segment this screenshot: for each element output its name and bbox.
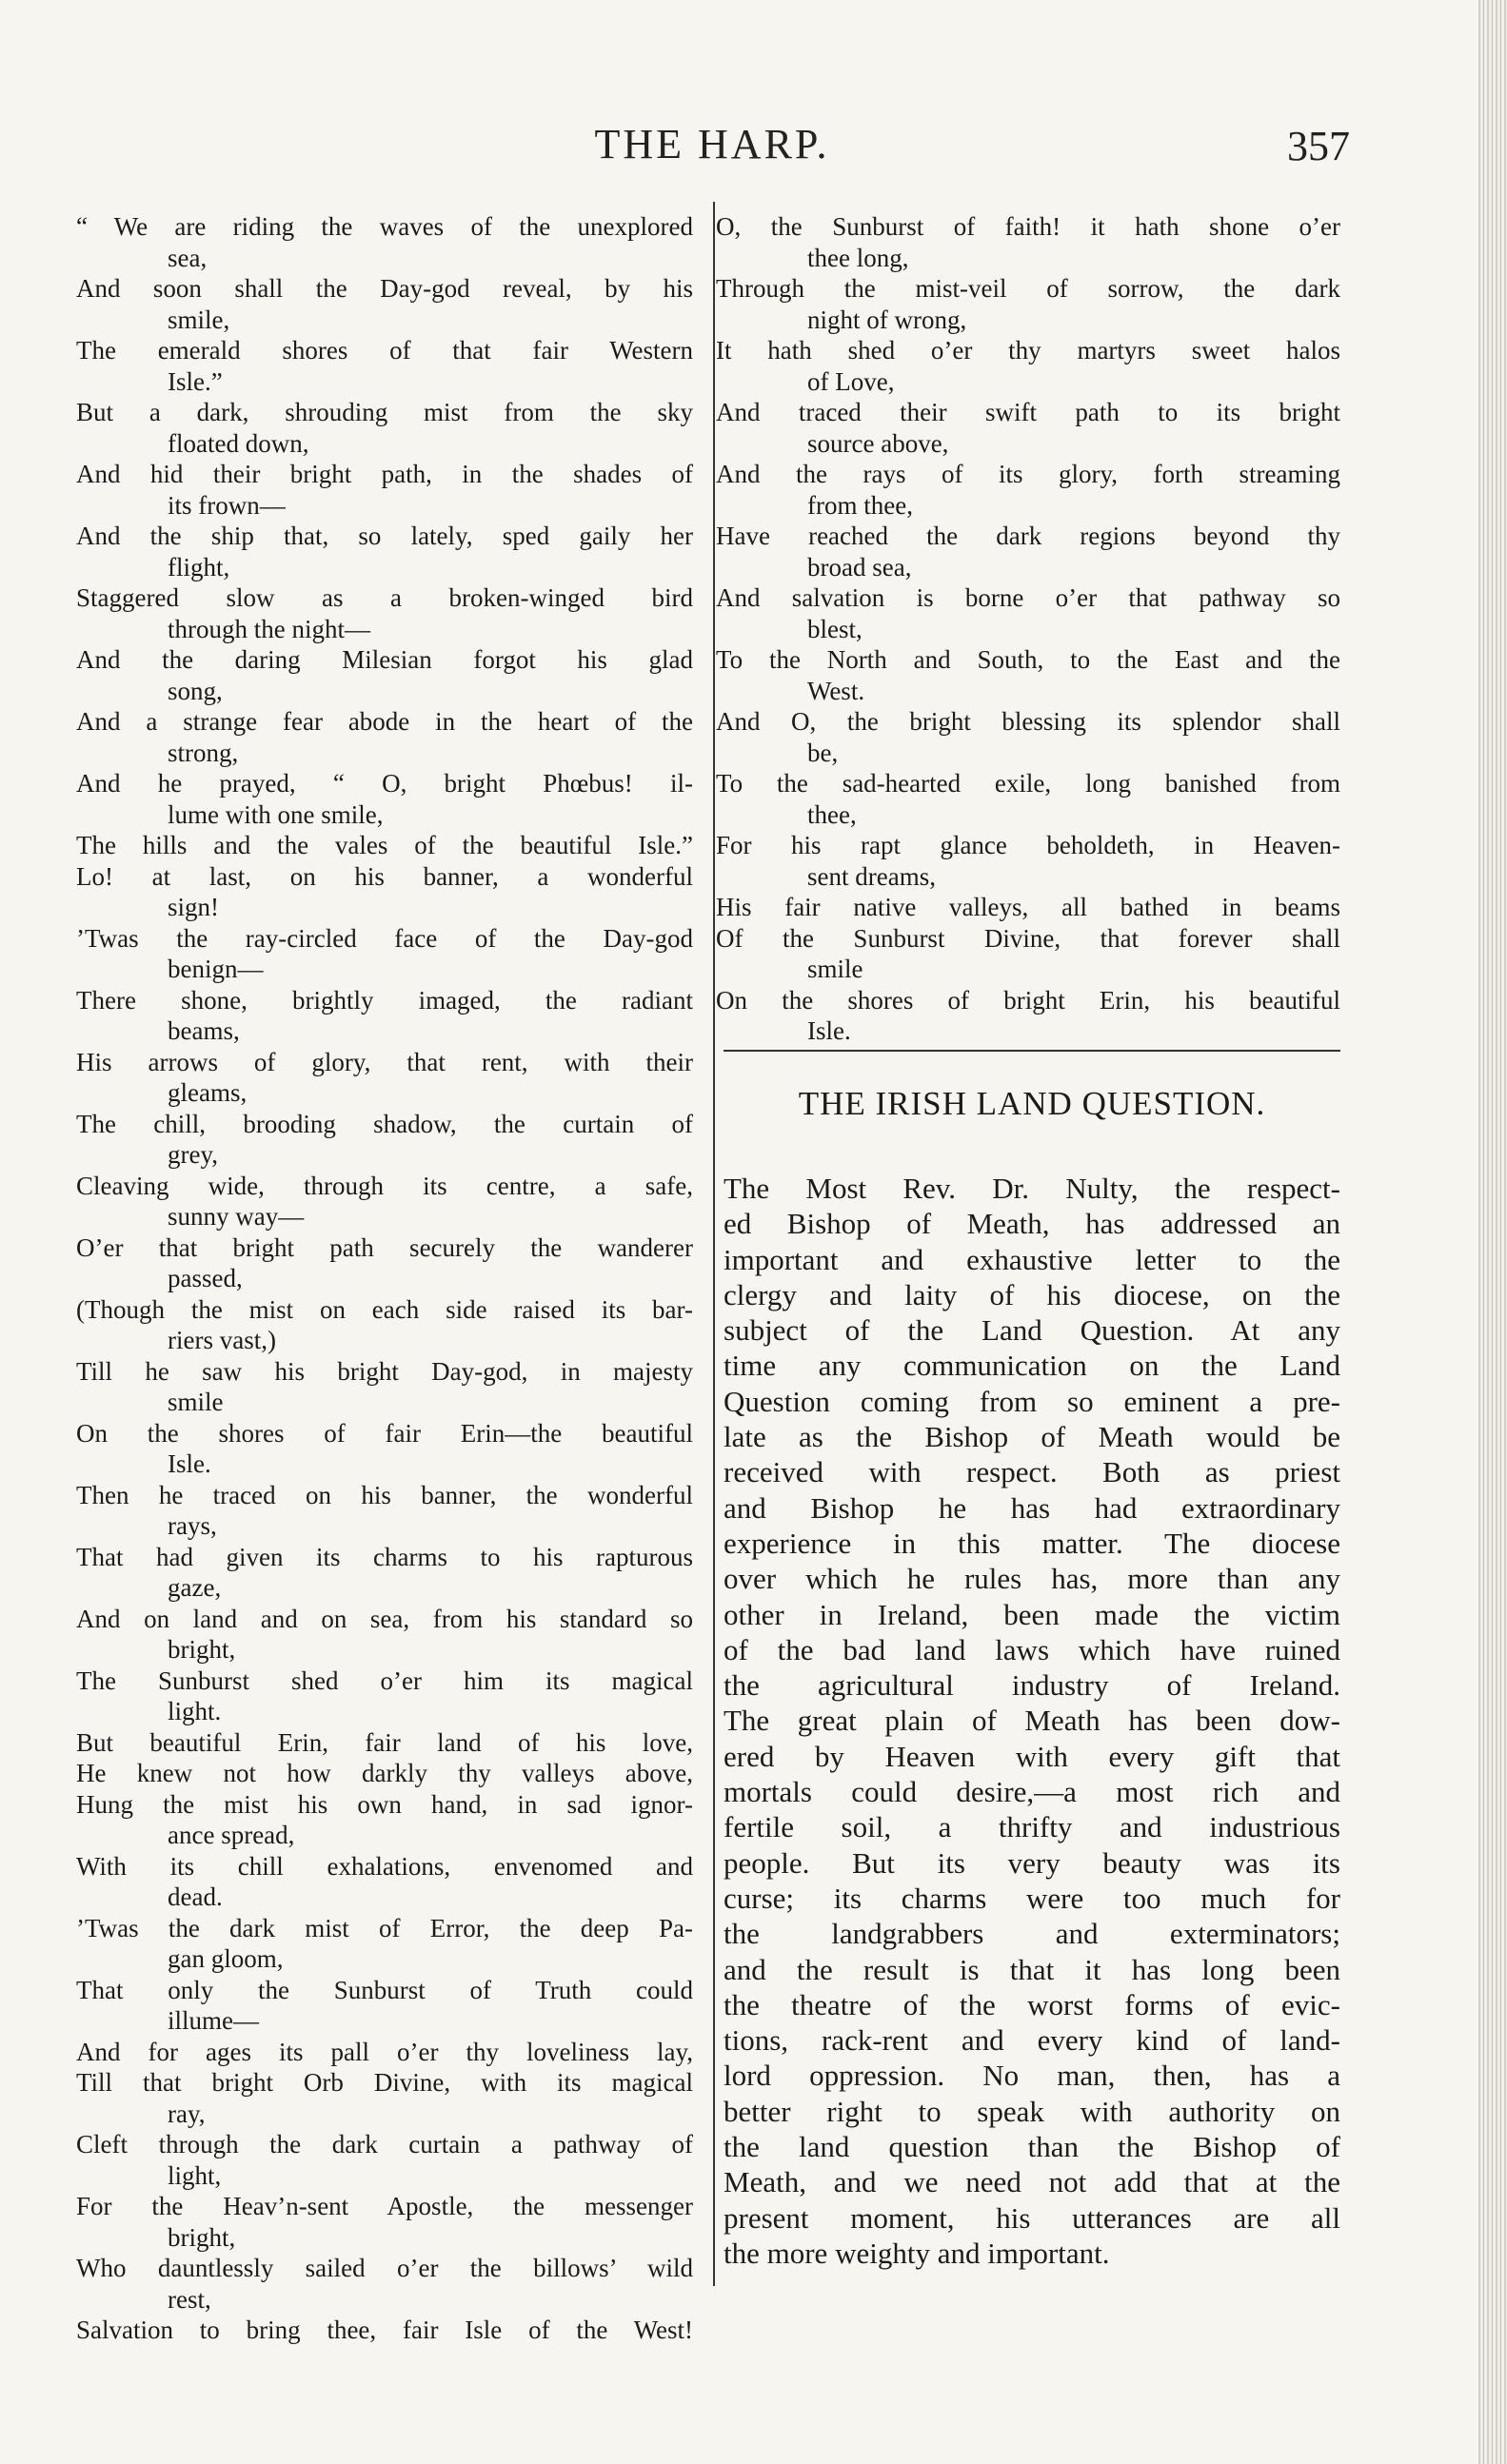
- poem-line: On the shores of bright Erin, his beautiful: [716, 985, 1340, 1015]
- poem-line: It hath shed o’er thy martyrs sweet halos: [716, 336, 1340, 365]
- poem-line: And a strange fear abode in the heart of the: [76, 707, 693, 736]
- poem-line: The emerald shores of that fair Western: [76, 336, 693, 365]
- article-line: ered by Heaven with every gift that: [724, 1739, 1340, 1773]
- poem-line: Cleaving wide, through its centre, a safe,: [76, 1171, 693, 1200]
- column-divider: [713, 202, 715, 2286]
- poem-line: His arrows of glory, that rent, with their: [76, 1047, 693, 1076]
- article-line: people. But its very beauty was its: [724, 1845, 1340, 1880]
- poem-line: rest,: [168, 2284, 211, 2314]
- article-line: over which he rules has, more than any: [724, 1562, 1340, 1596]
- article-line: the agricultural industry of Ireland.: [724, 1668, 1340, 1703]
- poem-line: He knew not how darkly thy valleys above,: [76, 1759, 693, 1787]
- poem-line: smile,: [168, 305, 230, 334]
- poem-line: grey,: [168, 1140, 218, 1169]
- poem-line: And on land and on sea, from his standard so: [76, 1604, 693, 1633]
- article-line: and Bishop he has had extraordinary: [724, 1490, 1340, 1525]
- poem-line: O’er that bright path securely the wanderer: [76, 1232, 693, 1262]
- poem-line: gaze,: [168, 1573, 222, 1602]
- poem-line: The hills and the vales of the beautiful Isle.”: [76, 831, 693, 859]
- article-line: received with respect. Both as priest: [724, 1455, 1340, 1489]
- poem-line: “ We are riding the waves of the unexplored: [76, 212, 693, 241]
- article-line: the land question than the Bishop of: [724, 2130, 1340, 2164]
- poem-line: bright,: [168, 2222, 236, 2252]
- poem-line: lume with one smile,: [168, 799, 384, 829]
- article-line: experience in this matter. The diocese: [724, 1526, 1340, 1560]
- poem-line: blest,: [807, 614, 863, 643]
- poem-line: light.: [168, 1697, 222, 1725]
- article-line: late as the Bishop of Meath would be: [724, 1420, 1340, 1454]
- poem-line: light,: [168, 2160, 222, 2190]
- page-number: 357: [1287, 123, 1350, 169]
- article-line: and the result is that it has long been: [724, 1952, 1340, 1986]
- poem-line: And the ship that, so lately, sped gaily her: [76, 522, 693, 550]
- poem-line: To the North and South, to the East and the: [716, 645, 1340, 674]
- poem-line: The Sunburst shed o’er him its magical: [76, 1666, 693, 1695]
- poem-line: The chill, brooding shadow, the curtain of: [76, 1109, 693, 1138]
- poem-line: illume—: [168, 2006, 259, 2035]
- poem-line: Of the Sunburst Divine, that forever shall: [716, 923, 1340, 953]
- running-head: THE HARP.: [594, 121, 830, 168]
- poem-line: gleams,: [168, 1078, 248, 1107]
- poem-line: That had given its charms to his rapturous: [76, 1542, 693, 1571]
- article-line: time any communication on the Land: [724, 1349, 1340, 1383]
- poem-line: beams,: [168, 1016, 240, 1045]
- poem-line: song,: [168, 676, 223, 705]
- poem-line: rays,: [168, 1511, 217, 1540]
- poem-left-column: [76, 211, 693, 2346]
- poem-line: sea,: [168, 243, 208, 272]
- article-line: present moment, his utterances are all: [724, 2200, 1340, 2235]
- article-line: The Most Rev. Dr. Nulty, the respect-: [724, 1172, 1340, 1205]
- poem-line: And for ages its pall o’er thy loveliness lay,: [76, 2037, 693, 2066]
- poem-line: And traced their swift path to its bright: [716, 398, 1340, 426]
- poem-line: riers vast,): [168, 1326, 276, 1354]
- page-binding-edge: [1478, 0, 1507, 2464]
- poem-line: (Though the mist on each side raised its bar-: [76, 1294, 693, 1324]
- poem-line: On the shores of fair Erin—the beautiful: [76, 1418, 693, 1448]
- poem-line: ray,: [168, 2099, 206, 2128]
- article-line: subject of the Land Question. At any: [724, 1313, 1340, 1348]
- article-line: the more weighty and important.: [724, 2236, 1110, 2270]
- poem-line: Till he saw his bright Day-god, in majesty: [76, 1356, 693, 1386]
- article-title: THE IRISH LAND QUESTION.: [798, 1085, 1266, 1122]
- poem-line: Hung the mist his own hand, in sad ignor-: [76, 1789, 693, 1819]
- article-line: tions, rack-rent and every kind of land-: [724, 2023, 1340, 2058]
- poem-right-column: [716, 211, 1340, 1047]
- poem-line: And salvation is borne o’er that pathway so: [716, 583, 1340, 612]
- poem-line: That only the Sunburst of Truth could: [76, 1975, 693, 2004]
- poem-line: His fair native valleys, all bathed in beams: [716, 893, 1340, 921]
- article-line: important and exhaustive letter to the: [724, 1242, 1340, 1276]
- poem-line: broad sea,: [807, 552, 912, 582]
- poem-line: of Love,: [807, 366, 895, 396]
- poem-line: O, the Sunburst of faith! it hath shone o’er: [716, 212, 1340, 241]
- article-line: mortals could desire,—a most rich and: [724, 1775, 1340, 1809]
- article-line: fertile soil, a thrifty and industrious: [724, 1810, 1340, 1844]
- poem-line: And the rays of its glory, forth streaming: [716, 460, 1340, 488]
- poem-line: Isle.: [168, 1449, 211, 1478]
- article-line: the theatre of the worst forms of evic-: [724, 1987, 1340, 2021]
- poem-line: through the night—: [168, 614, 370, 643]
- poem-line: Through the mist-veil of sorrow, the dark: [716, 274, 1340, 303]
- poem-line: And soon shall the Day-god reveal, by his: [76, 274, 693, 303]
- poem-line: There shone, brightly imaged, the radiant: [76, 985, 693, 1015]
- article-line: the landgrabbers and exterminators;: [724, 1917, 1340, 1951]
- poem-line: Cleft through the dark curtain a pathway of: [76, 2130, 693, 2158]
- article-line: lord oppression. No man, then, has a: [724, 2059, 1340, 2093]
- poem-line: Till that bright Orb Divine, with its magical: [76, 2068, 693, 2097]
- poem-line: source above,: [807, 428, 949, 458]
- poem-line: To the sad-hearted exile, long banished from: [716, 769, 1340, 798]
- poem-line: And O, the bright blessing its splendor shall: [716, 707, 1340, 736]
- poem-line: flight,: [168, 552, 230, 582]
- article-line: The great plain of Meath has been dow-: [724, 1704, 1340, 1738]
- poem-line: For the Heav’n-sent Apostle, the messenger: [76, 2192, 693, 2220]
- article-line: other in Ireland, been made the victim: [724, 1597, 1340, 1631]
- article-line: ed Bishop of Meath, has addressed an: [724, 1207, 1340, 1241]
- poem-line: thee,: [807, 799, 857, 829]
- article-line: curse; its charms were too much for: [724, 1881, 1340, 1915]
- page-header: [74, 112, 1350, 169]
- poem-line: And he prayed, “ O, bright Phœbus! il-: [76, 769, 693, 798]
- poem-line: be,: [807, 738, 839, 767]
- poem-line: benign—: [168, 955, 264, 983]
- poem-line: thee long,: [807, 243, 909, 272]
- poem-line: ’Twas the ray-circled face of the Day-god: [76, 923, 693, 953]
- poem-line: night of wrong,: [807, 305, 967, 334]
- poem-line: Salvation to bring thee, fair Isle of the West!: [76, 2316, 693, 2344]
- poem-line: Staggered slow as a broken-winged bird: [76, 583, 693, 612]
- poem-line: Who dauntlessly sailed o’er the billows’ wild: [76, 2254, 693, 2282]
- poem-line: Isle.”: [168, 366, 223, 396]
- poem-line: And hid their bright path, in the shades of: [76, 460, 693, 488]
- article-line: Question coming from so eminent a pre-: [724, 1384, 1340, 1418]
- poem-line: But beautiful Erin, fair land of his love,: [76, 1727, 693, 1757]
- article-body: [724, 1171, 1340, 2271]
- poem-line: smile: [807, 955, 863, 983]
- poem-line: from thee,: [807, 490, 913, 520]
- poem-line: But a dark, shrouding mist from the sky: [76, 398, 693, 426]
- poem-line: bright,: [168, 1635, 236, 1664]
- article-line: clergy and laity of his diocese, on the: [724, 1277, 1340, 1311]
- poem-line: And the daring Milesian forgot his glad: [76, 645, 693, 674]
- poem-line: strong,: [168, 738, 239, 767]
- poem-line: sign!: [168, 893, 219, 921]
- poem-line: ance spread,: [168, 1821, 295, 1849]
- section-divider: [724, 1050, 1340, 1052]
- poem-line: Then he traced on his banner, the wonderful: [76, 1480, 693, 1509]
- poem-line: sent dreams,: [807, 861, 936, 891]
- poem-line: gan gloom,: [168, 1944, 284, 1973]
- poem-line: its frown—: [168, 490, 286, 520]
- poem-line: West.: [807, 676, 865, 705]
- poem-line: dead.: [168, 1882, 223, 1911]
- poem-line: sunny way—: [168, 1202, 305, 1231]
- poem-line: With its chill exhalations, envenomed and: [76, 1851, 693, 1881]
- poem-line: ’Twas the dark mist of Error, the deep Pa-: [76, 1913, 693, 1942]
- poem-line: Have reached the dark regions beyond thy: [716, 522, 1340, 550]
- poem-line: passed,: [168, 1264, 243, 1292]
- poem-line: Isle.: [807, 1016, 851, 1045]
- poem-line: For his rapt glance beholdeth, in Heaven-: [716, 831, 1340, 859]
- article-line: Meath, and we need not add that at the: [724, 2165, 1340, 2199]
- poem-line: Lo! at last, on his banner, a wonderful: [76, 861, 693, 891]
- article-line: of the bad land laws which have ruined: [724, 1632, 1340, 1666]
- poem-line: floated down,: [168, 428, 309, 458]
- poem-line: smile: [168, 1388, 224, 1416]
- article-line: better right to speak with authority on: [724, 2094, 1340, 2128]
